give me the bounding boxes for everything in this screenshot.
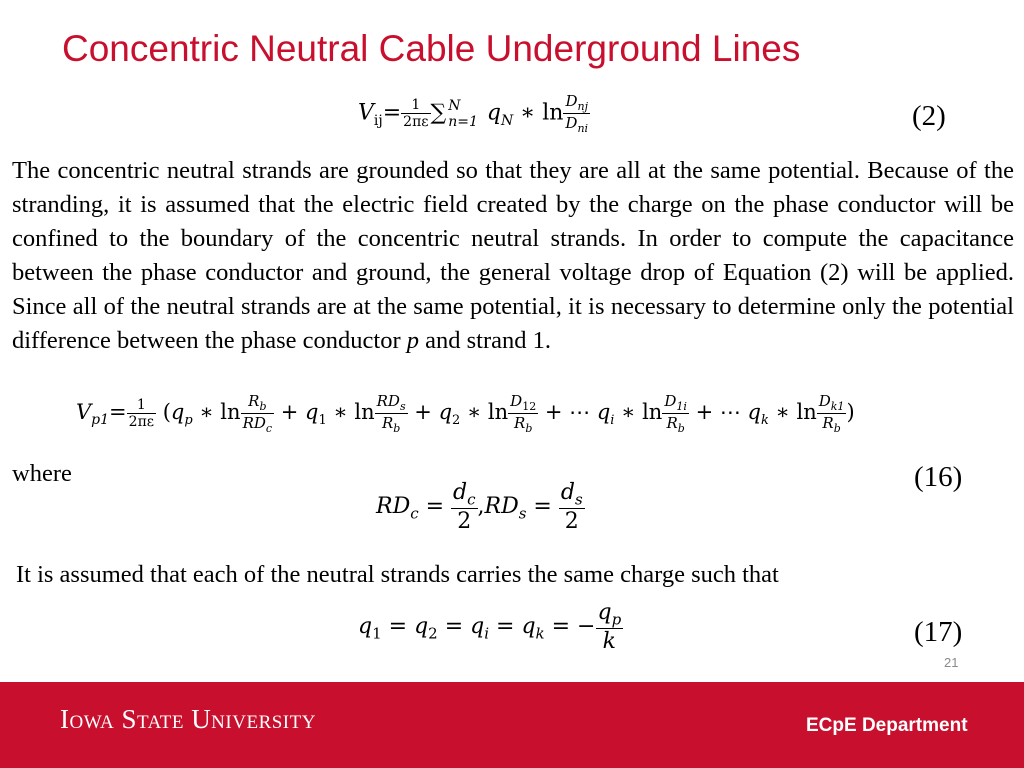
eq2-charge: q [486, 100, 501, 126]
eq16-rdc: RD [376, 494, 411, 520]
vp1-term3-q-sub: 2 [452, 413, 461, 429]
vp1-term4-plus: + ⋯ [538, 400, 597, 424]
eq2-coef-num: 1 [401, 97, 430, 114]
vp1-term4-ln: ∗ ln [614, 400, 663, 424]
vp1-term1-ratio [241, 392, 275, 435]
eq17-frac-num-sub: p [611, 610, 622, 629]
eq2-sum-limits [446, 98, 480, 130]
eq16-ds-num: d [560, 480, 575, 505]
paragraph-var-p: p [406, 327, 420, 354]
vp1-open-paren: ( [156, 400, 171, 424]
equation-16-number: (16) [914, 461, 963, 493]
eq17-eq1: = [381, 614, 415, 640]
eq2-sum-lower: n=1 [448, 113, 478, 130]
eq16-dc-fraction [451, 480, 478, 534]
vp1-term1-q-sub: p [184, 413, 193, 429]
eq16-rds: RD [484, 494, 519, 520]
vp1-term1-den-sub: c [265, 422, 273, 435]
eq16-comma: , [477, 494, 485, 520]
vp1-term1-q: q [170, 400, 185, 424]
eq17-frac-num: q [597, 600, 612, 625]
vp1-term3-den-sub: b [525, 422, 533, 435]
equation-17-number: (17) [914, 616, 963, 648]
equation-2-number: (2) [912, 100, 946, 132]
eq16-rdc-sub: c [410, 504, 419, 523]
vp1-term4-num: D [664, 392, 677, 410]
vp1-term5-ratio [817, 392, 847, 435]
vp1-term1-num: R [248, 392, 260, 410]
eq16-ds-fraction [559, 480, 585, 534]
eq2-ratio-num-sub: nj [577, 100, 588, 113]
eq17-fraction [596, 600, 624, 654]
eq16-dc-num-sub: c [467, 490, 476, 509]
eq2-equals: = [382, 100, 402, 126]
eq16-eq2: = [526, 494, 559, 520]
page-number: 21 [944, 655, 959, 670]
eq17-qk-sub: k [535, 624, 545, 643]
vp1-term2-q: q [305, 400, 319, 424]
vp1-coef-num: 1 [127, 397, 156, 414]
vp1-close-paren: ) [846, 400, 855, 424]
eq17-q1-sub: 1 [372, 624, 382, 643]
vp1-term2-ratio [375, 392, 408, 435]
eq2-ratio-den-sub: ni [577, 122, 589, 135]
vp1-term4-den: R [666, 414, 678, 432]
eq16-dc-num: d [453, 480, 468, 505]
vp1-term5-den-sub: b [833, 422, 841, 435]
eq2-coefficient [401, 97, 430, 130]
vp1-term2-den: R [381, 414, 394, 432]
eq17-qi: q [470, 614, 485, 640]
vp1-term2-q-sub: 1 [318, 413, 327, 429]
vp1-term2-num: RD [376, 392, 400, 410]
eq17-q2-sub: 2 [428, 624, 438, 643]
vp1-term2-num-sub: s [399, 400, 406, 413]
vp1-term5-num: D [818, 392, 831, 410]
vp1-term3-q: q [438, 400, 453, 424]
vp1-term2-den-sub: b [393, 422, 401, 435]
eq17-q2: q [414, 614, 429, 640]
vp1-term5-num-sub: k1 [830, 400, 845, 413]
vp1-term5-ln: ∗ ln [768, 400, 817, 424]
vp1-term3-num: D [510, 392, 523, 410]
eq17-eq4: = − [544, 614, 596, 640]
slide-title: Concentric Neutral Cable Underground Lines [62, 28, 801, 69]
eq2-sum-upper: N [448, 97, 461, 114]
vp1-lhs-sub: p1 [91, 412, 110, 429]
vp1-term3-den: R [514, 414, 526, 432]
vp1-term2-plus: + [274, 400, 306, 424]
vp1-term2-ln: ∗ ln [326, 400, 375, 424]
assumption-text: It is assumed that each of the neutral strands carries the same charge such that [16, 561, 779, 588]
vp1-term5-q: q [747, 400, 761, 424]
eq2-lhs-sub: ij [373, 112, 383, 129]
eq16-eq1: = [418, 494, 452, 520]
department-label: ECpE Department [806, 715, 968, 736]
vp1-term3-plus: + [407, 400, 439, 424]
vp1-term3-ln: ∗ ln [460, 400, 509, 424]
where-label: where [12, 460, 72, 487]
eq2-ratio-den: D [565, 114, 578, 132]
equation-vp1 [76, 392, 855, 435]
vp1-term4-den-sub: b [677, 422, 685, 435]
vp1-coefficient [127, 397, 156, 430]
vp1-term4-q: q [596, 400, 611, 424]
vp1-equals: = [109, 400, 127, 424]
equation-16 [376, 480, 585, 534]
vp1-term1-ln: ∗ ln [192, 400, 241, 424]
paragraph-tail: and strand 1. [419, 327, 552, 354]
equation-2 [358, 92, 590, 135]
eq2-ln: ∗ ln [513, 100, 564, 126]
eq2-ratio-num: D [565, 92, 578, 110]
vp1-term4-num-sub: 1i [676, 400, 687, 413]
vp1-term1-den: RD [242, 414, 266, 432]
equation-17 [358, 600, 623, 654]
eq16-dc-den: 2 [457, 509, 472, 535]
eq2-sum-symbol: ∑ [430, 100, 447, 126]
vp1-term3-num-sub: 12 [522, 400, 537, 413]
eq16-ds-num-sub: s [574, 490, 583, 509]
body-paragraph [12, 154, 1014, 358]
vp1-lhs: V [76, 400, 92, 424]
eq2-coef-den: 2πε [403, 114, 429, 130]
vp1-coef-den: 2πε [128, 414, 155, 430]
vp1-term1-num-sub: b [259, 400, 267, 413]
eq2-charge-sub: N [501, 112, 514, 129]
paragraph-text: The concentric neutral strands are grounded so that they are all at the same potential. Because of the stranding, it is assumed that the electric field created by the charge on the phase conductor will be confined to the boundary of the concentric neutral strands. In order to compute the capacitance between the phase conductor and ground, the general voltage drop of Equation (2) will be applied. Since all of the neutral strands are at the same potential, it is necessary to determine only the potential difference between the phase conductor [12, 157, 1014, 354]
eq17-frac-den: k [602, 629, 617, 655]
vp1-term4-ratio [662, 392, 689, 435]
eq16-ds-den: 2 [564, 509, 579, 535]
university-wordmark: Iowa State University [60, 704, 316, 734]
vp1-term5-plus: + ⋯ [688, 400, 748, 424]
eq16-rds-sub: s [518, 504, 527, 523]
vp1-term5-den: R [822, 414, 834, 432]
vp1-term4-q-sub: i [610, 413, 615, 429]
vp1-term3-ratio [508, 392, 538, 435]
eq2-ratio [563, 92, 590, 135]
footer-bar [0, 682, 1024, 768]
eq17-eq3: = [489, 614, 522, 640]
vp1-term5-q-sub: k [760, 413, 769, 429]
eq17-eq2: = [437, 614, 471, 640]
eq17-qi-sub: i [484, 624, 490, 643]
eq17-qk: q [521, 614, 536, 640]
eq2-lhs: V [358, 100, 374, 126]
eq17-q1: q [358, 614, 373, 640]
